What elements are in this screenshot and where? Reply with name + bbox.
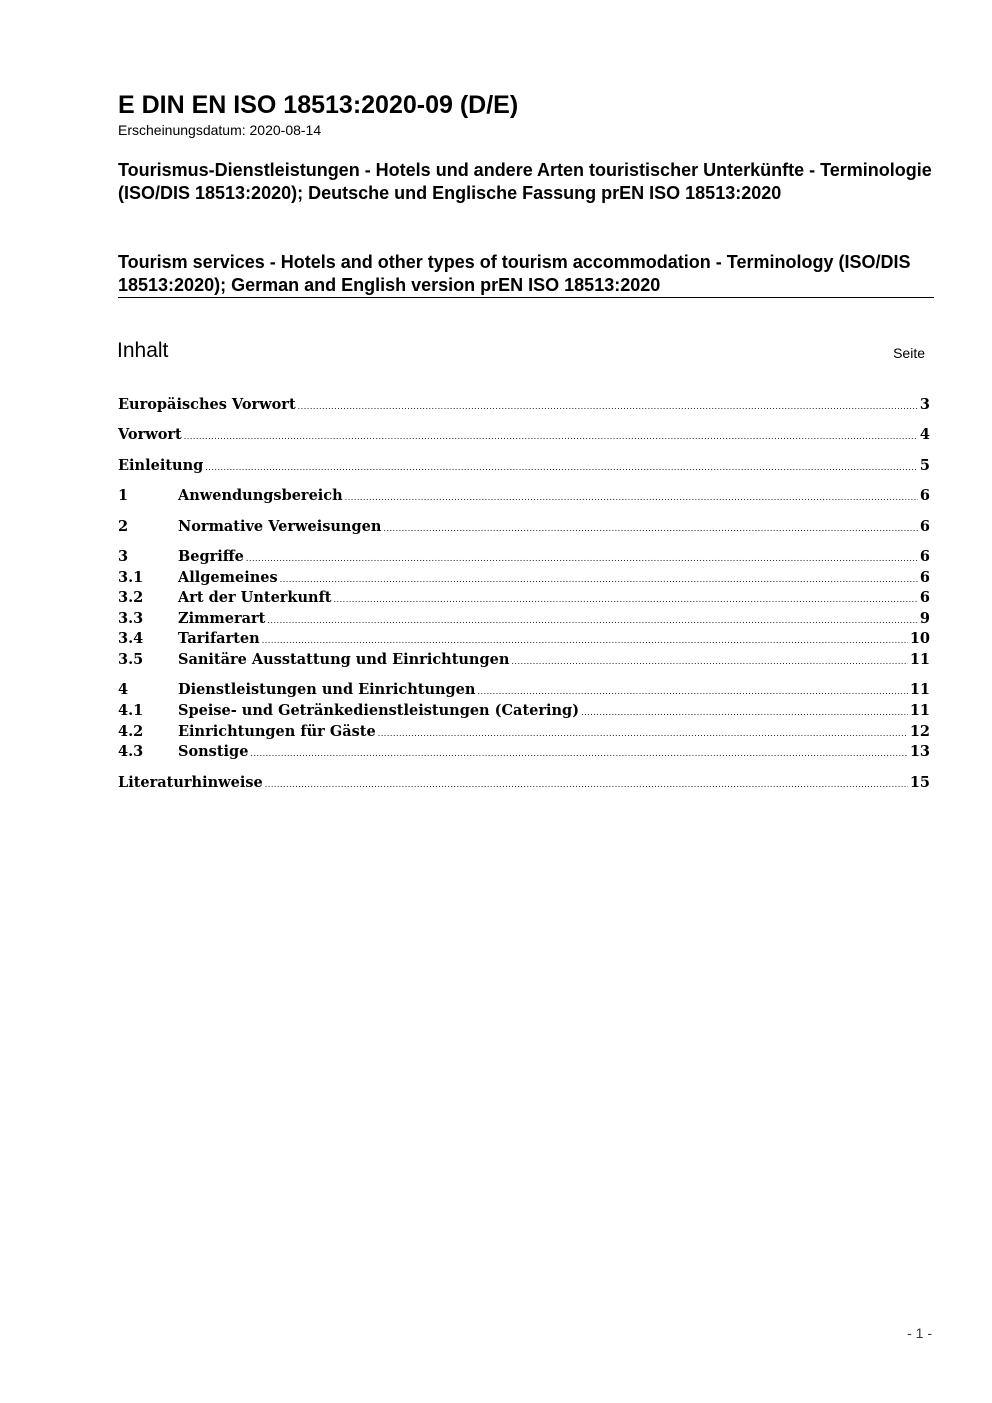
toc-leader-dots bbox=[267, 611, 918, 631]
toc-entry-2[interactable] bbox=[118, 517, 930, 537]
toc-entry-page: 4 bbox=[919, 426, 930, 443]
toc-entry-page: 11 bbox=[909, 681, 930, 698]
toc-entry-4-2[interactable] bbox=[118, 722, 930, 742]
toc-entry-number: 4.3 bbox=[118, 743, 144, 760]
toc-entry-text: Anwendungsbereich bbox=[178, 487, 343, 504]
toc-entry-4-3[interactable] bbox=[118, 742, 930, 762]
title-english: Tourism services - Hotels and other types of tourism accommodation - Terminology (ISO/DIS 18513:2020); German and English version prEN ISO 18513:2020 bbox=[118, 252, 911, 295]
toc-entry-text: Art der Unterkunft bbox=[178, 589, 332, 606]
title-german: Tourismus-Dienstleistungen - Hotels und andere Arten touristischer Unterkünfte - Terminologie (ISO/DIS 18513:2020); Deutsche und Englische Fassung prEN ISO 18513:2020 bbox=[118, 160, 932, 203]
toc-entry-number: 4.1 bbox=[118, 702, 144, 719]
toc-entry-page: 13 bbox=[909, 743, 930, 760]
toc-entry-text: Literaturhinweise bbox=[118, 774, 263, 791]
toc-entry-literaturhinweise[interactable] bbox=[118, 773, 930, 793]
toc-entry-vorwort[interactable] bbox=[118, 425, 930, 445]
toc-leader-dots bbox=[246, 549, 918, 569]
toc-entry-page: 6 bbox=[919, 487, 930, 504]
toc-leader-dots bbox=[477, 682, 907, 702]
toc-entry-3-5[interactable] bbox=[118, 650, 930, 670]
toc-entry-text: Begriffe bbox=[178, 548, 244, 565]
toc-leader-dots bbox=[298, 397, 918, 417]
toc-leader-dots bbox=[184, 427, 918, 447]
toc-entry-page: 9 bbox=[919, 610, 930, 627]
toc-leader-dots bbox=[205, 458, 918, 478]
toc-entry-4-1[interactable] bbox=[118, 701, 930, 721]
toc-entry-number: 4 bbox=[118, 681, 129, 698]
toc-entry-number: 3.4 bbox=[118, 630, 144, 647]
toc-entry-number: 1 bbox=[118, 487, 129, 504]
toc-leader-dots bbox=[280, 570, 918, 590]
toc-entry-page: 10 bbox=[909, 630, 930, 647]
toc-leader-dots bbox=[511, 652, 907, 672]
toc-entry-3-2[interactable] bbox=[118, 588, 930, 608]
toc-entry-page: 11 bbox=[909, 651, 930, 668]
toc-entry-1[interactable] bbox=[118, 486, 930, 506]
toc-entry-text: Sonstige bbox=[178, 743, 249, 760]
toc-entry-number: 3.2 bbox=[118, 589, 144, 606]
toc-entry-page: 11 bbox=[909, 702, 930, 719]
toc-entry-page: 6 bbox=[919, 548, 930, 565]
toc-leader-dots bbox=[581, 703, 908, 723]
toc-entry-text: Einrichtungen für Gäste bbox=[178, 723, 376, 740]
toc-leader-dots bbox=[383, 519, 918, 539]
toc-entry-3[interactable] bbox=[118, 547, 930, 567]
toc-entry-text: Speise- und Getränkedienstleistungen (Catering) bbox=[178, 702, 580, 719]
toc-entry-page: 15 bbox=[909, 774, 930, 791]
toc-entry-page: 6 bbox=[919, 589, 930, 606]
toc-entry-page: 3 bbox=[919, 396, 930, 413]
toc-entry-text: Allgemeines bbox=[178, 569, 278, 586]
toc-entry-text: Normative Verweisungen bbox=[178, 518, 382, 535]
publication-date: Erscheinungsdatum: 2020-08-14 bbox=[118, 122, 322, 138]
toc-entry-page: 6 bbox=[919, 518, 930, 535]
toc-entry-text: Einleitung bbox=[118, 457, 204, 474]
toc-entry-text: Tarifarten bbox=[178, 630, 260, 647]
toc-page-label: Seite bbox=[893, 345, 925, 361]
toc-entry-number: 2 bbox=[118, 518, 129, 535]
toc-entry-3-4[interactable] bbox=[118, 629, 930, 649]
toc-entry-page: 6 bbox=[919, 569, 930, 586]
toc-entry-3-3[interactable] bbox=[118, 609, 930, 629]
toc-entry-text: Dienstleistungen und Einrichtungen bbox=[178, 681, 476, 698]
toc-entry-number: 3 bbox=[118, 548, 129, 565]
toc-entry-number: 3.3 bbox=[118, 610, 144, 627]
toc-entry-page: 5 bbox=[919, 457, 930, 474]
toc-entry-number: 3.5 bbox=[118, 651, 144, 668]
document-id: E DIN EN ISO 18513:2020-09 (D/E) bbox=[118, 91, 519, 119]
toc-leader-dots bbox=[262, 631, 908, 651]
toc-entry-page: 12 bbox=[909, 723, 930, 740]
toc-entry-europaeisches-vorwort[interactable] bbox=[118, 395, 930, 415]
toc-leader-dots bbox=[378, 724, 908, 744]
title-divider bbox=[118, 297, 934, 298]
page-number: - 1 - bbox=[907, 1325, 932, 1341]
toc-heading: Inhalt bbox=[117, 339, 169, 362]
toc-entry-text: Zimmerart bbox=[178, 610, 266, 627]
toc-leader-dots bbox=[265, 775, 908, 795]
toc-entry-text: Vorwort bbox=[118, 426, 182, 443]
toc-entry-4[interactable] bbox=[118, 680, 930, 700]
toc-entry-text: Europäisches Vorwort bbox=[118, 396, 296, 413]
toc-entry-text: Sanitäre Ausstattung und Einrichtungen bbox=[178, 651, 510, 668]
toc-entry-number: 3.1 bbox=[118, 569, 144, 586]
toc-entry-einleitung[interactable] bbox=[118, 456, 930, 476]
toc-entry-number: 4.2 bbox=[118, 723, 144, 740]
toc-leader-dots bbox=[345, 488, 918, 508]
toc-leader-dots bbox=[250, 744, 907, 764]
toc-leader-dots bbox=[334, 590, 918, 610]
toc-entry-3-1[interactable] bbox=[118, 568, 930, 588]
